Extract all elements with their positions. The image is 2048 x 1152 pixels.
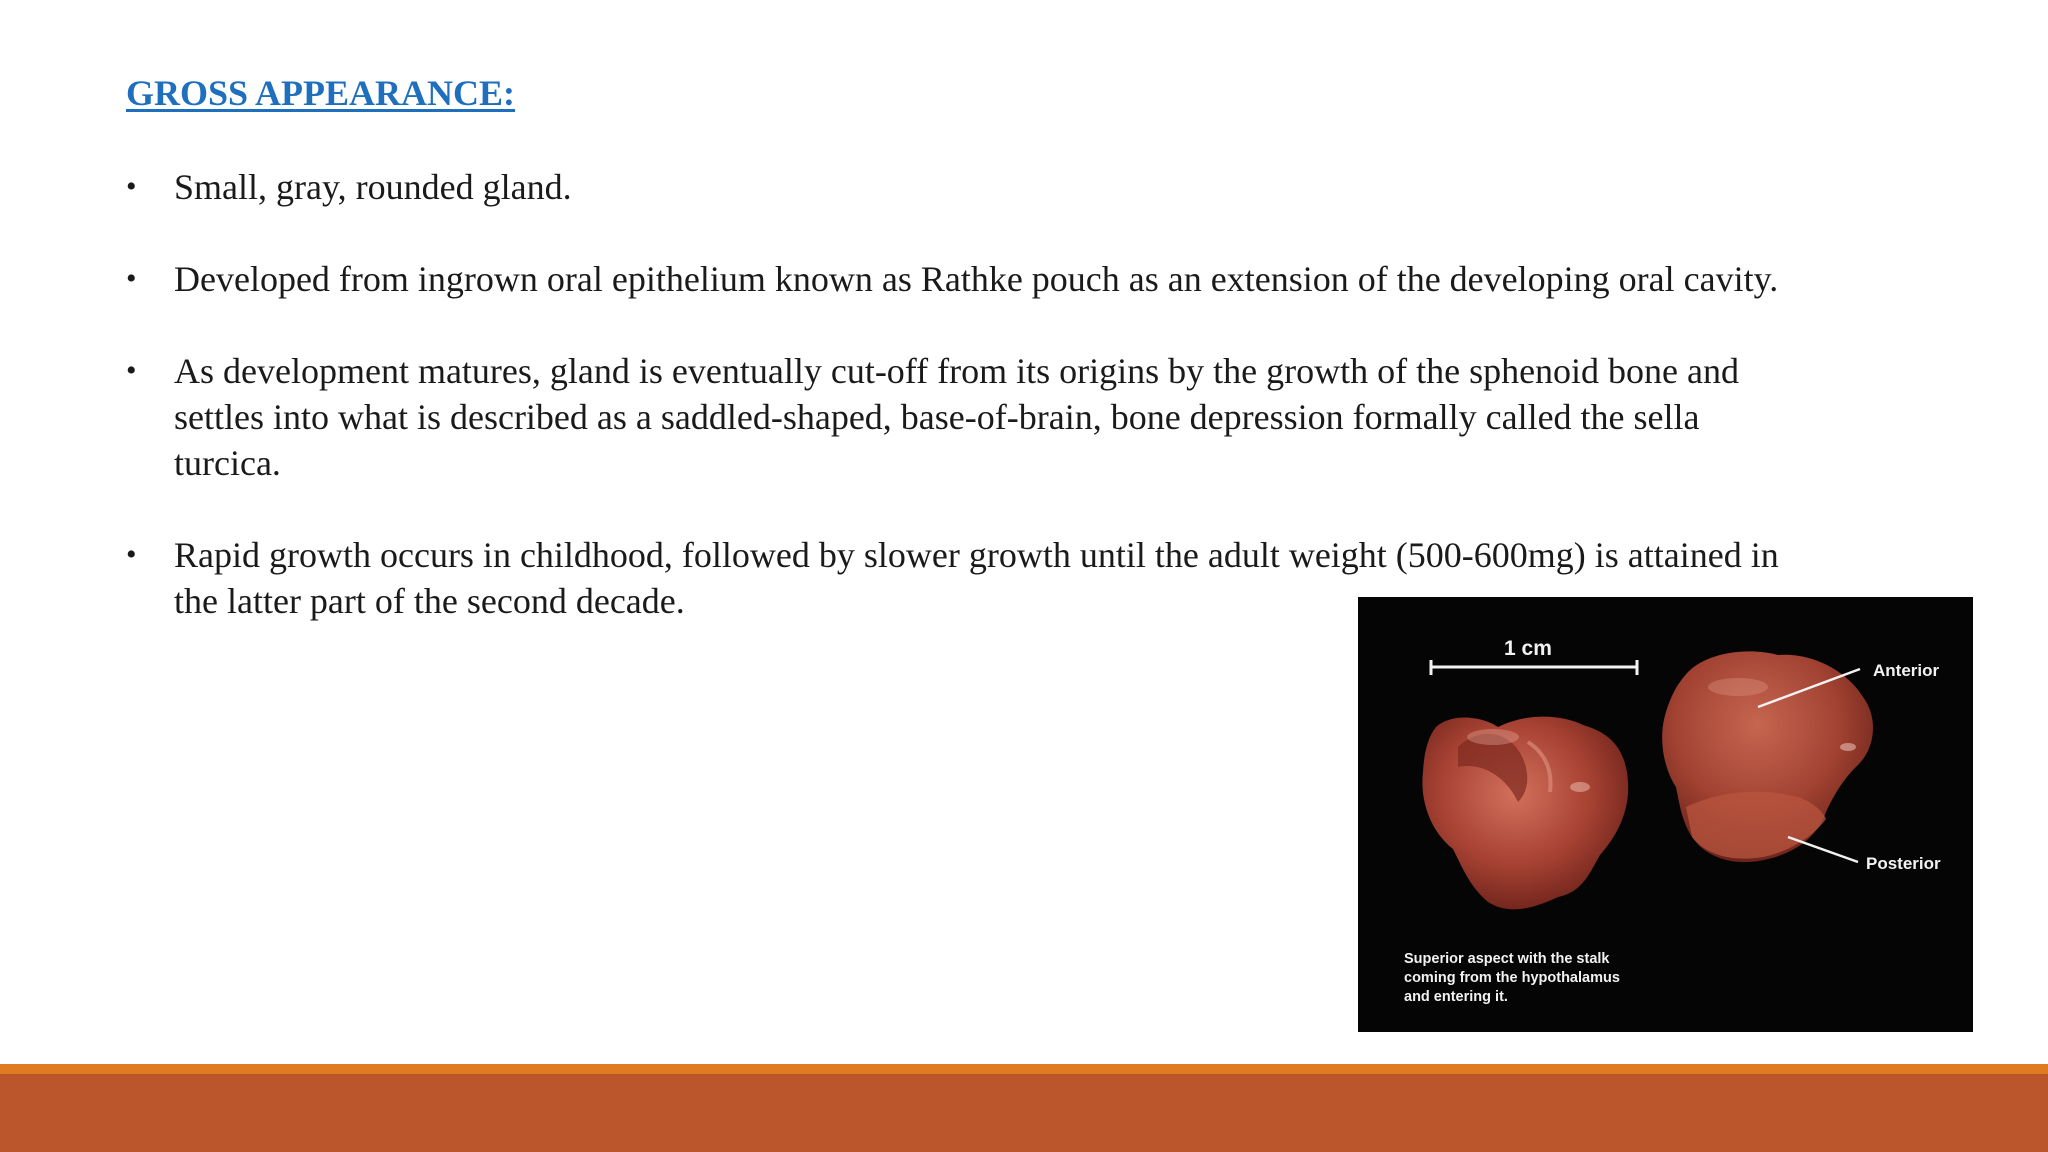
anterior-label: Anterior: [1873, 661, 1940, 680]
caption-line: coming from the hypothalamus: [1404, 970, 1620, 986]
footer-accent-bar: [0, 1064, 2048, 1074]
photo-caption: [1404, 950, 1620, 1007]
bullet-item: [126, 256, 1926, 302]
posterior-label: Posterior: [1866, 854, 1941, 873]
bullet-text: turcica.: [174, 443, 281, 483]
bullet-text: settles into what is described as a saddled-shaped, base-of-brain, bone depression formally called the sella: [174, 397, 1700, 437]
bullet-text: Developed from ingrown oral epithelium known as Rathke pouch as an extension of the developing oral cavity.: [174, 259, 1779, 299]
scale-bar: [1430, 660, 1638, 675]
bullet-item: [126, 164, 1926, 210]
bullet-marker: •: [126, 538, 137, 571]
right-gland-specimen: [1662, 651, 1873, 862]
scale-label: 1 cm: [1504, 637, 1552, 660]
bullet-text: Rapid growth occurs in childhood, followed by slower growth until the adult weight (500-600mg) is attained in: [174, 535, 1779, 575]
slide-heading: GROSS APPEARANCE:: [126, 73, 516, 113]
bullet-text: the latter part of the second decade.: [174, 581, 685, 621]
bullet-marker: •: [126, 262, 137, 295]
bullet-list: [126, 164, 1926, 670]
footer-bar: [0, 1074, 2048, 1152]
posterior-pointer: [1788, 837, 1858, 862]
bullet-marker: •: [126, 354, 137, 387]
pituitary-photo: [1358, 597, 1973, 1032]
bullet-text: Small, gray, rounded gland.: [174, 167, 572, 207]
bullet-text: As development matures, gland is eventually cut-off from its origins by the growth of the sphenoid bone and: [174, 351, 1740, 391]
caption-line: Superior aspect with the stalk: [1404, 951, 1610, 967]
caption-line: and entering it.: [1404, 989, 1508, 1005]
bullet-item: [126, 348, 1926, 486]
bullet-marker: •: [126, 170, 137, 203]
left-gland-specimen: [1422, 717, 1628, 910]
